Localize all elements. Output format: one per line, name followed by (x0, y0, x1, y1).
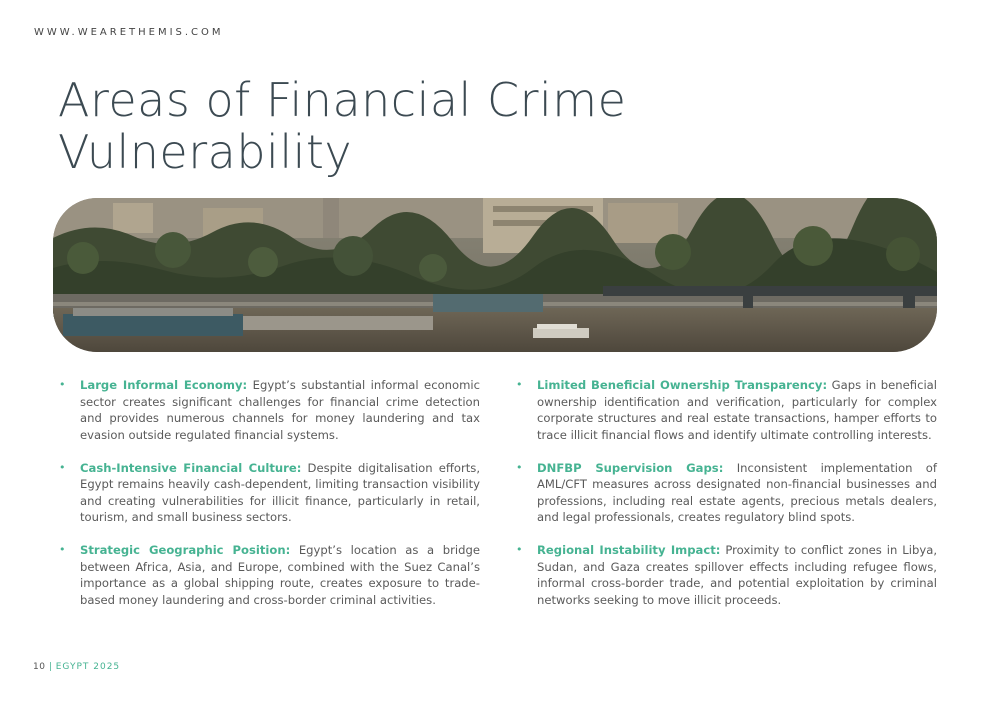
list-item (58, 542, 480, 608)
page-title (58, 74, 758, 178)
item-label: DNFBP Supervision Gaps: (537, 460, 724, 475)
bullet-icon: • (516, 543, 523, 556)
item-text: Proximity to conflict zones in Libya, Sudan, and Gaza creates spillover effects including refugee flows, informal cross-border trade, and potential exploitation by criminal networks seeking to move illicit proceeds. (537, 543, 937, 607)
page-number: 10 (33, 662, 46, 672)
item-text: Egypt’s location as a bridge between Africa, Asia, and Europe, combined with the Suez Canal’s importance as a global shipping route, creates exposure to trade-based money laundering and cross-border criminal activities. (80, 543, 480, 607)
bullet-icon: • (516, 378, 523, 391)
bullet-icon: • (59, 543, 66, 556)
list-item (515, 377, 937, 443)
hero-image-cairo-nile (53, 198, 937, 352)
item-text: Gaps in beneficial ownership identification and verification, particularly for complex corporate structures and real estate transactions, hamper efforts to trace illicit financial flows and identify ultimate controlling interests. (537, 378, 937, 442)
footer-separator: | (48, 662, 53, 672)
item-label: Large Informal Economy: (80, 378, 248, 392)
bullet-icon: • (59, 460, 66, 474)
item-label: Regional Instability Impact: (537, 543, 721, 557)
page-footer (33, 662, 120, 672)
item-text: Egypt’s substantial informal economic sector creates significant challenges for financial crime detection and provides numerous channels for money laundering and tax evasion outside regulated financial systems. (80, 378, 480, 442)
footer-section: EGYPT 2025 (55, 662, 121, 672)
bullet-icon: • (59, 378, 66, 391)
list-item (515, 542, 937, 608)
page-title-line-2: Vulnerability (58, 125, 353, 179)
list-item (58, 377, 480, 443)
item-text: Inconsistent implementation of AML/CFT measures across designated non-financial businesses and professions, including real estate agents, precious metals dealers, and legal professionals, creates regulatory blind spots. (537, 460, 937, 524)
list-item (58, 460, 480, 526)
bullet-icon: • (516, 460, 523, 474)
list-item (515, 460, 937, 526)
item-label: Strategic Geographic Position: (80, 543, 291, 557)
item-text: Despite digitalisation efforts, Egypt remains heavily cash-dependent, limiting transaction visibility and creating vulnerabilities for illicit finance, particularly in retail, tourism, and small business sectors. (80, 460, 481, 524)
left-column-list (58, 377, 480, 625)
site-url: WWW.WEARETHEMIS.COM (34, 27, 224, 38)
page-title-line-1: Areas of Financial Crime (58, 73, 627, 127)
item-label: Cash-Intensive Financial Culture: (80, 460, 302, 475)
item-label: Limited Beneficial Ownership Transparency: (537, 378, 828, 392)
right-column-list (515, 377, 937, 625)
